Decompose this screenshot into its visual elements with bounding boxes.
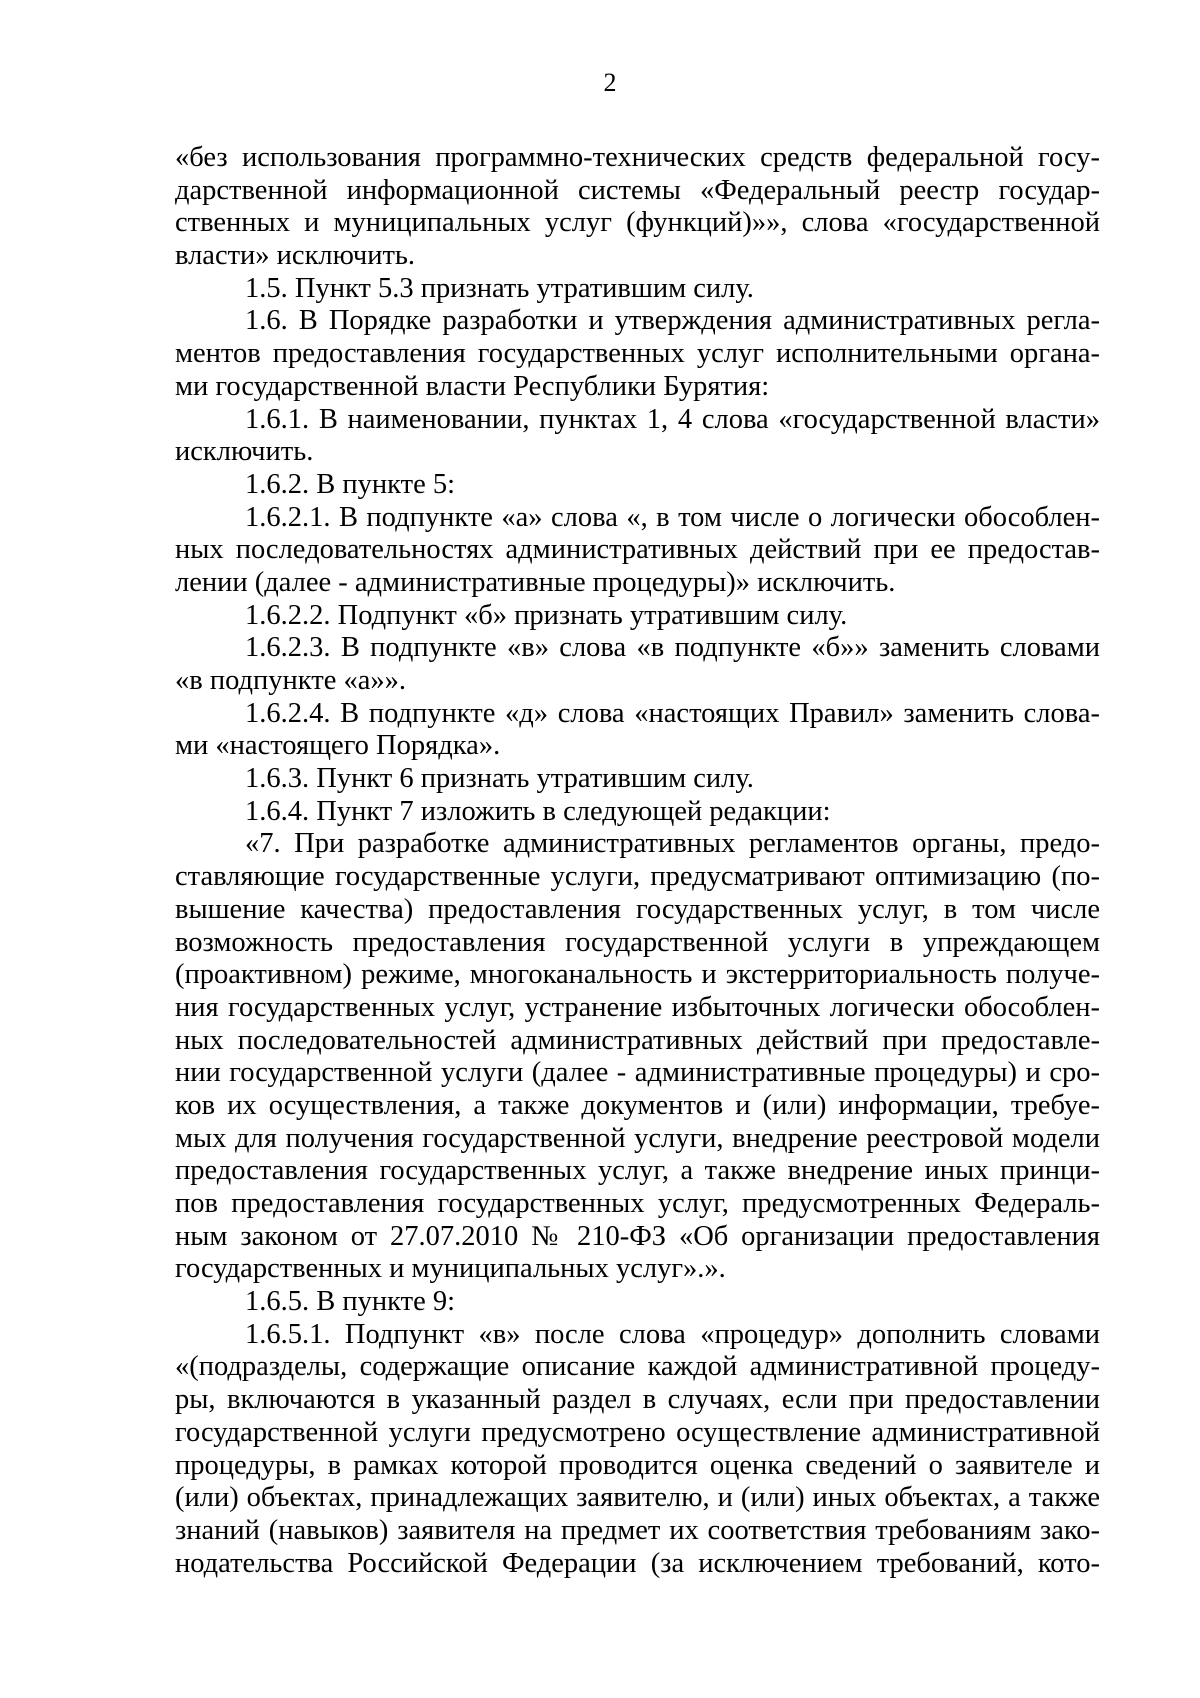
text-line: (или) объектах, принадлежащих заявителю, и (или) иных объектах, а также <box>175 1482 1100 1514</box>
text-line: ным законом от 27.07.2010 № 210-ФЗ «Об организации предоставления <box>175 1220 1100 1252</box>
text-line: мых для получения государственной услуги, внедрение реестровой модели <box>175 1122 1100 1154</box>
text-line: ми государственной власти Республики Бурятия: <box>175 370 770 402</box>
text-line: ми «настоящего Порядка». <box>175 730 501 762</box>
text-line: ры, включаются в указанный раздел в случаях, если при предоставлении <box>175 1384 1100 1416</box>
document-body <box>175 142 1100 1580</box>
page-number: 2 <box>603 68 617 97</box>
text-line: ния государственных услуг, устранение избыточных логически обособлен- <box>175 991 1100 1023</box>
text-line: 1.6.2.2. Подпункт «б» признать утратившим силу. <box>245 599 848 631</box>
text-line: ставляющие государственные услуги, предусматривают оптимизацию (по- <box>175 861 1100 893</box>
text-line: ственных и муниципальных услуг (функций)»», слова «государственной <box>175 207 1100 239</box>
text-line: 1.6. В Порядке разработки и утверждения административных регла- <box>245 305 1100 337</box>
text-line: 1.6.2.3. В подпункте «в» слова «в подпункте «б»» заменить словами <box>245 632 1100 664</box>
text-line: знаний (навыков) заявителя на предмет их соответствия требованиям зако- <box>175 1514 1100 1546</box>
text-line: «без использования программно-технических средств федеральной госу- <box>175 142 1100 173</box>
text-line: 1.6.4. Пункт 7 изложить в следующей редакции: <box>245 795 831 827</box>
text-line: возможность предоставления государственной услуги в упреждающем <box>175 926 1100 958</box>
text-line: нодательства Российской Федерации (за исключением требований, кото- <box>175 1547 1100 1579</box>
text-line: дарственной информационной системы «Федеральный реестр государ- <box>175 174 1100 206</box>
text-line: исключить. <box>175 436 314 468</box>
text-line: 1.6.3. Пункт 6 признать утратившим силу. <box>245 763 754 795</box>
text-line: нии государственной услуги (далее - административные процедуры) и сро- <box>175 1057 1100 1089</box>
text-line: вышение качества) предоставления государственных услуг, в том числе <box>175 893 1100 925</box>
text-line: «(подразделы, содержащие описание каждой административной процеду- <box>175 1351 1100 1383</box>
text-line: 1.5. Пункт 5.3 признать утратившим силу. <box>245 272 754 304</box>
text-line: 1.6.2. В пункте 5: <box>245 468 456 500</box>
text-line: ментов предоставления государственных услуг исполнительными органа- <box>175 338 1100 370</box>
text-line: 1.6.5.1. Подпункт «в» после слова «процедур» дополнить словами <box>245 1318 1100 1350</box>
text-line: 1.6.2.1. В подпункте «а» слова «, в том числе о логически обособлен- <box>245 501 1100 533</box>
text-line: ных последовательностях административных действий при ее предостав- <box>175 534 1100 566</box>
text-line: пов предоставления государственных услуг, предусмотренных Федераль- <box>175 1188 1100 1219</box>
text-line: ков их осуществления, а также документов и (или) информации, требуе- <box>175 1089 1100 1121</box>
text-line: 1.6.5. В пункте 9: <box>245 1286 456 1318</box>
text-line: 1.6.2.4. В подпункте «д» слова «настоящих Правил» заменить слова- <box>245 697 1100 729</box>
text-line: «в подпункте «а»». <box>175 665 406 696</box>
text-line: (проактивном) режиме, многоканальность и экстерриториальность получе- <box>175 959 1100 991</box>
text-line: лении (далее - административные процедуры)» исключить. <box>175 566 896 598</box>
text-line: 1.6.1. В наименовании, пунктах 1, 4 слова «государственной власти» <box>245 403 1100 435</box>
text-line: процедуры, в рамках которой проводится оценка сведений о заявителе и <box>175 1449 1100 1481</box>
text-line: предоставления государственных услуг, а также внедрение иных принци- <box>175 1155 1100 1187</box>
text-line: «7. При разработке административных регламентов органы, предо- <box>245 828 1100 860</box>
text-line: власти» исключить. <box>175 240 416 272</box>
text-line: государственной услуги предусмотрено осуществление административной <box>175 1416 1100 1448</box>
text-line: государственных и муниципальных услуг».». <box>175 1253 726 1285</box>
text-line: ных последовательностей административных действий при предоставле- <box>175 1024 1100 1056</box>
